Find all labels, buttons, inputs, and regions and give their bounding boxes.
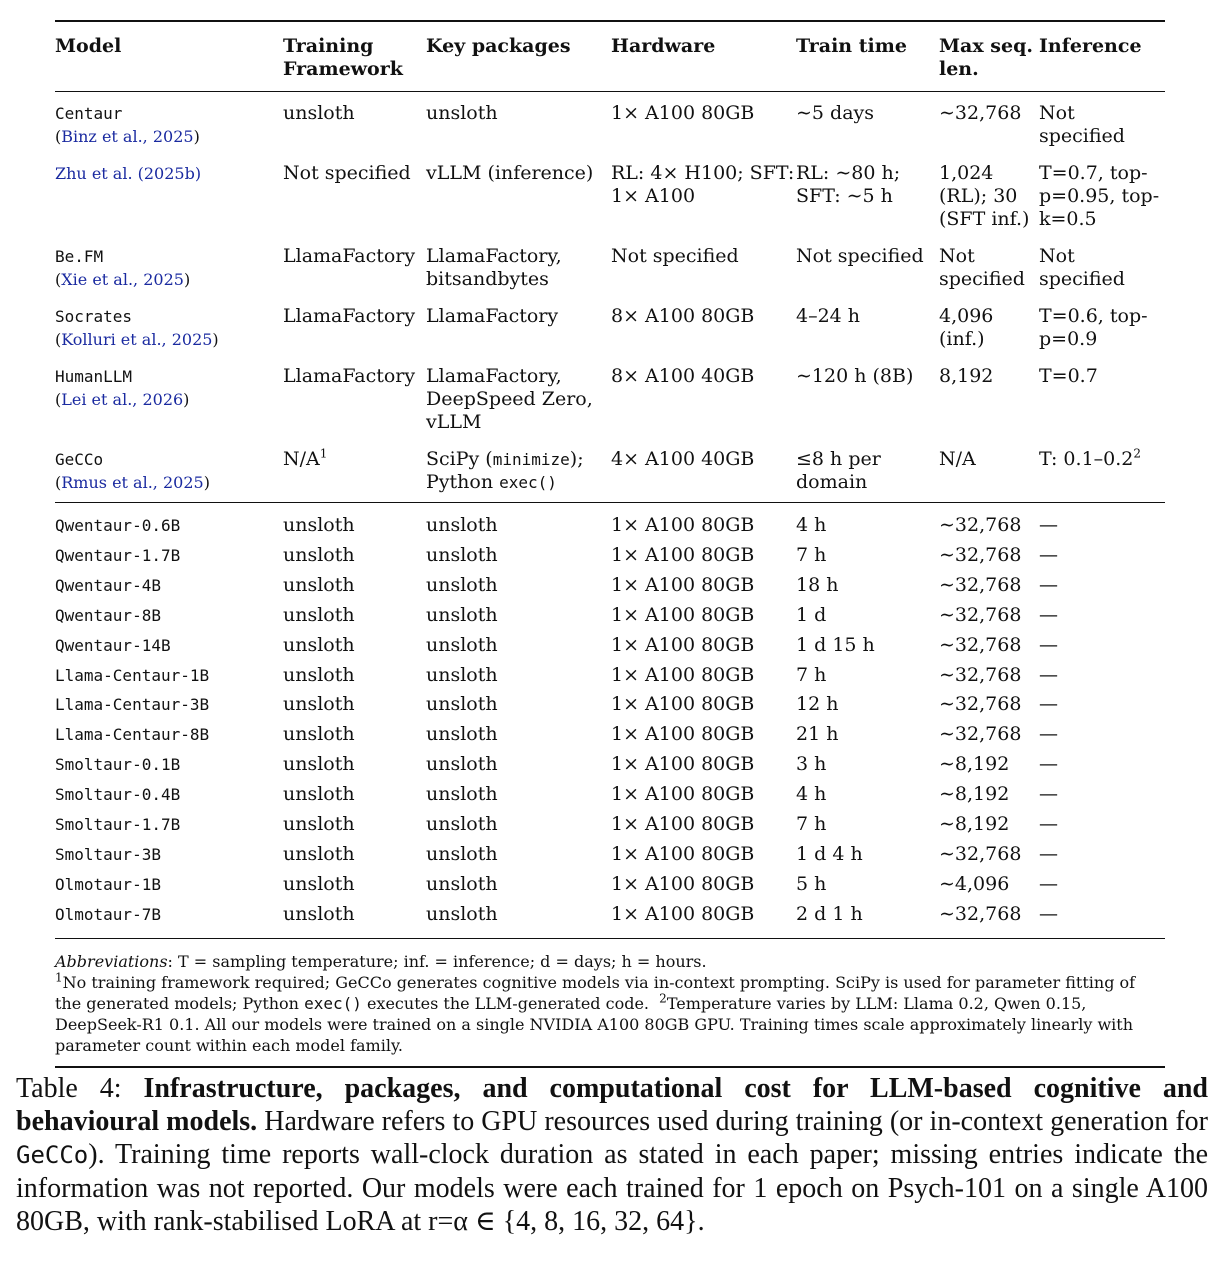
framework-cell: unsloth <box>283 872 355 895</box>
inference-cell: Not specified <box>1039 245 1125 290</box>
table-row <box>55 438 1165 498</box>
time-cell: 3 h <box>796 753 827 776</box>
packages-cell: unsloth <box>426 543 498 566</box>
inference-cell: — <box>1039 872 1058 895</box>
col-header-inference: Inference <box>1039 35 1142 57</box>
citation: (Rmus et al., 2025) <box>55 473 210 492</box>
citation-link[interactable]: Lei et al., 2026 <box>61 390 184 409</box>
framework-cell: unsloth <box>283 783 355 806</box>
hardware-cell: 1× A100 80GB <box>611 603 755 626</box>
table-row <box>55 900 1165 930</box>
citation: (Xie et al., 2025) <box>55 270 191 289</box>
framework-cell: unsloth <box>283 813 355 836</box>
table-row <box>55 840 1165 870</box>
packages-cell: unsloth <box>426 514 498 536</box>
packages-cell: unsloth <box>426 872 498 895</box>
table-caption: Table 4: Infrastructure, packages, and computational cost for LLM-based cognitive and behavioural models. Hardware refers to GPU resources used during training (or in-context generation for GeCCo). Training time reports wall-clock duration as stated in each paper; missing entries indicate the information was not reported. Our models were each trained for 1 epoch on Psych-101 on a single A100 80GB, with rank-stabilised LoRA at r=α ∈ {4, 8, 16, 32, 64}. <box>16 1073 1208 1237</box>
hardware-cell: 4× A100 40GB <box>611 448 755 470</box>
seq-cell: 8,192 <box>939 365 994 387</box>
table-row <box>55 750 1165 780</box>
packages-cell: unsloth <box>426 573 498 596</box>
packages-cell: LlamaFactory <box>426 305 559 327</box>
packages-cell: unsloth <box>426 842 498 865</box>
table-row <box>55 152 1165 235</box>
citation <box>55 164 201 183</box>
hardware-cell: 1× A100 80GB <box>611 663 755 686</box>
model-name: Smoltaur-0.4B <box>55 785 181 805</box>
packages-cell: unsloth <box>426 753 498 776</box>
packages-cell: unsloth <box>426 633 498 656</box>
model-name: Llama-Centaur-8B <box>55 725 210 745</box>
abbreviations-note: Abbreviations: T = sampling temperature; inf. = inference; d = days; h = hours. <box>55 951 707 971</box>
seq-cell: ∼32,768 <box>939 663 1022 686</box>
table-row <box>55 355 1165 438</box>
seq-cell: ∼8,192 <box>939 753 1010 776</box>
inference-cell: T=0.6, top-p=0.9 <box>1039 305 1148 350</box>
packages-cell: unsloth <box>426 783 498 806</box>
table-row <box>55 92 1165 152</box>
table-row <box>55 571 1165 601</box>
inference-cell: — <box>1039 783 1058 806</box>
framework-cell: unsloth <box>283 902 355 925</box>
packages-cell: unsloth <box>426 663 498 686</box>
hardware-cell: 1× A100 80GB <box>611 902 755 925</box>
model-name: Llama-Centaur-3B <box>55 695 210 715</box>
framework-cell: LlamaFactory <box>283 305 416 327</box>
citation: (Binz et al., 2025) <box>55 127 200 146</box>
seq-cell: ∼32,768 <box>939 723 1022 746</box>
col-header-model: Model <box>55 35 122 57</box>
gecco-row-group <box>55 438 1165 503</box>
hardware-cell: 1× A100 80GB <box>611 693 755 716</box>
hardware-cell: 1× A100 80GB <box>611 872 755 895</box>
time-cell: 7 h <box>796 543 827 566</box>
framework-cell: LlamaFactory <box>283 245 416 267</box>
framework-cell: unsloth <box>283 663 355 686</box>
model-name: Socrates <box>55 307 133 326</box>
packages-cell: unsloth <box>426 603 498 626</box>
prior-work-rows <box>55 92 1165 438</box>
table-row <box>55 810 1165 840</box>
seq-cell: 1,024 (RL); 30 (SFT inf.) <box>939 162 1030 230</box>
model-name: Qwentaur-0.6B <box>55 516 181 535</box>
time-cell: 18 h <box>796 573 839 596</box>
time-cell: 1 d 4 h <box>796 842 863 865</box>
model-name: Smoltaur-3B <box>55 844 161 864</box>
col-header-time: Train time <box>796 35 907 57</box>
table-notes <box>55 939 1165 1066</box>
packages-cell: vLLM (inference) <box>426 162 594 184</box>
citation-link[interactable]: Binz et al., 2025 <box>61 127 194 146</box>
framework-cell: Not specified <box>283 162 411 184</box>
time-cell: 2 d 1 h <box>796 902 863 925</box>
seq-cell: ∼32,768 <box>939 693 1022 716</box>
seq-cell: 4,096 (inf.) <box>939 305 994 350</box>
bottom-rule <box>55 1066 1165 1068</box>
model-name: Olmotaur-7B <box>55 904 161 924</box>
packages-cell: unsloth <box>426 102 498 124</box>
hardware-cell: 8× A100 80GB <box>611 305 755 327</box>
model-name: Centaur <box>55 104 123 123</box>
hardware-cell: 1× A100 80GB <box>611 573 755 596</box>
framework-cell: unsloth <box>283 543 355 566</box>
col-header-framework: Training Framework <box>283 35 403 80</box>
hardware-cell: Not specified <box>611 245 739 267</box>
hardware-cell: 1× A100 80GB <box>611 842 755 865</box>
seq-cell: ∼32,768 <box>939 902 1022 925</box>
packages-cell: unsloth <box>426 813 498 836</box>
col-header-packages: Key packages <box>426 35 571 57</box>
inference-cell: T=0.7, top-p=0.95, top-k=0.5 <box>1039 162 1160 230</box>
table-row <box>55 631 1165 661</box>
time-cell: 4 h <box>796 514 827 536</box>
our-model-rows <box>55 503 1165 930</box>
framework-cell: unsloth <box>283 514 355 536</box>
inference-cell: — <box>1039 514 1058 536</box>
framework-cell: $N/A^1$ <box>283 446 328 470</box>
time-cell: 7 h <box>796 663 827 686</box>
seq-cell: ∼32,768 <box>939 603 1022 626</box>
hardware-cell: 1× A100 80GB <box>611 633 755 656</box>
table-row <box>55 690 1165 720</box>
model-name: HumanLLM <box>55 367 133 386</box>
inference-cell: — <box>1039 753 1058 776</box>
table-row <box>55 720 1165 750</box>
table-row <box>55 295 1165 355</box>
table-row <box>55 661 1165 691</box>
footnotes: $^1$No training framework required; GeCCo generates cognitive models via in-context prompting. SciPy is used for parameter fitting of the generated models; Python exec() executes the LLM-generated code. $^2$Temperature varies by LLM: Llama 0.2, Qwen 0.15, DeepSeek-R1 0.1. All our models were trained on a single NVIDIA A100 80GB GPU. Training times scale approximately linearly with parameter count within each model family. <box>55 970 1136 1055</box>
packages-cell: LlamaFactory, DeepSpeed Zero, vLLM <box>426 365 593 433</box>
inference-cell: Not specified <box>1039 102 1125 147</box>
inference-cell: — <box>1039 603 1058 626</box>
hardware-cell: RL: 4× H100; SFT: 1× A100 <box>611 162 795 207</box>
framework-cell: unsloth <box>283 633 355 656</box>
inference-cell: T=0.7 <box>1039 365 1098 387</box>
inference-cell: — <box>1039 663 1058 686</box>
citation-link[interactable]: Xie et al., 2025 <box>61 270 184 289</box>
hardware-cell: 1× A100 80GB <box>611 514 755 536</box>
time-cell: ∼120 h (8B) <box>796 365 914 387</box>
table-row <box>55 541 1165 571</box>
hardware-cell: 1× A100 80GB <box>611 783 755 806</box>
header-row <box>55 22 1165 91</box>
inference-cell: T: $0.1-0.2^2$ <box>1039 446 1142 470</box>
time-cell: 1 d <box>796 603 827 626</box>
time-cell: 12 h <box>796 693 839 716</box>
time-cell: 7 h <box>796 813 827 836</box>
table-row <box>55 870 1165 900</box>
packages-cell: unsloth <box>426 723 498 746</box>
time-cell: ≤8 h per domain <box>796 448 881 493</box>
framework-cell: LlamaFactory <box>283 365 416 387</box>
framework-cell: unsloth <box>283 753 355 776</box>
time-cell: 1 d 15 h <box>796 633 875 656</box>
hardware-cell: 1× A100 80GB <box>611 102 755 124</box>
packages-cell: unsloth <box>426 693 498 716</box>
framework-cell: unsloth <box>283 603 355 626</box>
table-row <box>55 235 1165 295</box>
inference-cell: — <box>1039 723 1058 746</box>
time-cell: ∼5 days <box>796 102 875 124</box>
model-name: Smoltaur-1.7B <box>55 815 181 835</box>
citation-link[interactable]: Kolluri et al., 2025 <box>61 330 213 349</box>
packages-cell: unsloth <box>426 902 498 925</box>
inference-cell: — <box>1039 573 1058 596</box>
packages-cell: SciPy (minimize); Python exec() <box>426 448 584 493</box>
seq-cell: ∼32,768 <box>939 543 1022 566</box>
seq-cell: Not specified <box>939 245 1025 290</box>
model-name: Qwentaur-14B <box>55 635 171 655</box>
framework-cell: unsloth <box>283 842 355 865</box>
hardware-cell: 1× A100 80GB <box>611 723 755 746</box>
framework-cell: unsloth <box>283 723 355 746</box>
infrastructure-table <box>55 20 1165 1068</box>
table-row <box>55 601 1165 631</box>
citation: (Lei et al., 2026) <box>55 390 190 409</box>
seq-cell: ∼32,768 <box>939 633 1022 656</box>
inference-cell: — <box>1039 693 1058 716</box>
seq-cell: ∼32,768 <box>939 102 1022 124</box>
time-cell: 21 h <box>796 723 839 746</box>
time-cell: RL: ∼80 h; SFT: ∼5 h <box>796 162 901 207</box>
time-cell: 4 h <box>796 783 827 806</box>
model-name: Qwentaur-8B <box>55 605 161 625</box>
hardware-cell: 8× A100 40GB <box>611 365 755 387</box>
model-name: Olmotaur-1B <box>55 874 161 894</box>
model-name: Qwentaur-4B <box>55 575 161 595</box>
table-row <box>55 503 1165 541</box>
inference-cell: — <box>1039 543 1058 566</box>
inference-cell: — <box>1039 813 1058 836</box>
seq-cell: ∼8,192 <box>939 813 1010 836</box>
time-cell: 5 h <box>796 872 827 895</box>
model-name: Qwentaur-1.7B <box>55 545 181 565</box>
hardware-cell: 1× A100 80GB <box>611 543 755 566</box>
seq-cell: ∼32,768 <box>939 842 1022 865</box>
model-name: GeCCo <box>55 450 104 469</box>
citation-link[interactable]: Zhu et al. (2025b) <box>55 164 202 183</box>
table-body <box>55 22 1165 930</box>
citation-link[interactable]: Rmus et al., 2025 <box>61 473 204 492</box>
table-row <box>55 780 1165 810</box>
seq-cell: ∼32,768 <box>939 514 1022 536</box>
citation: (Kolluri et al., 2025) <box>55 330 219 349</box>
hardware-cell: 1× A100 80GB <box>611 753 755 776</box>
model-name: Smoltaur-0.1B <box>55 755 181 775</box>
seq-cell: ∼8,192 <box>939 783 1010 806</box>
inference-cell: — <box>1039 902 1058 925</box>
inference-cell: — <box>1039 633 1058 656</box>
seq-cell: ∼4,096 <box>939 872 1010 895</box>
model-name: Be.FM <box>55 247 104 266</box>
time-cell: Not specified <box>796 245 924 267</box>
model-name: Llama-Centaur-1B <box>55 665 210 685</box>
time-cell: 4–24 h <box>796 305 861 327</box>
seq-cell: ∼32,768 <box>939 573 1022 596</box>
seq-cell: N/A <box>939 448 976 470</box>
col-header-seq: Max seq. len. <box>939 35 1033 80</box>
hardware-cell: 1× A100 80GB <box>611 813 755 836</box>
framework-cell: unsloth <box>283 102 355 124</box>
inference-cell: — <box>1039 842 1058 865</box>
framework-cell: unsloth <box>283 693 355 716</box>
packages-cell: LlamaFactory, bitsandbytes <box>426 245 562 290</box>
col-header-hardware: Hardware <box>611 35 716 57</box>
framework-cell: unsloth <box>283 573 355 596</box>
